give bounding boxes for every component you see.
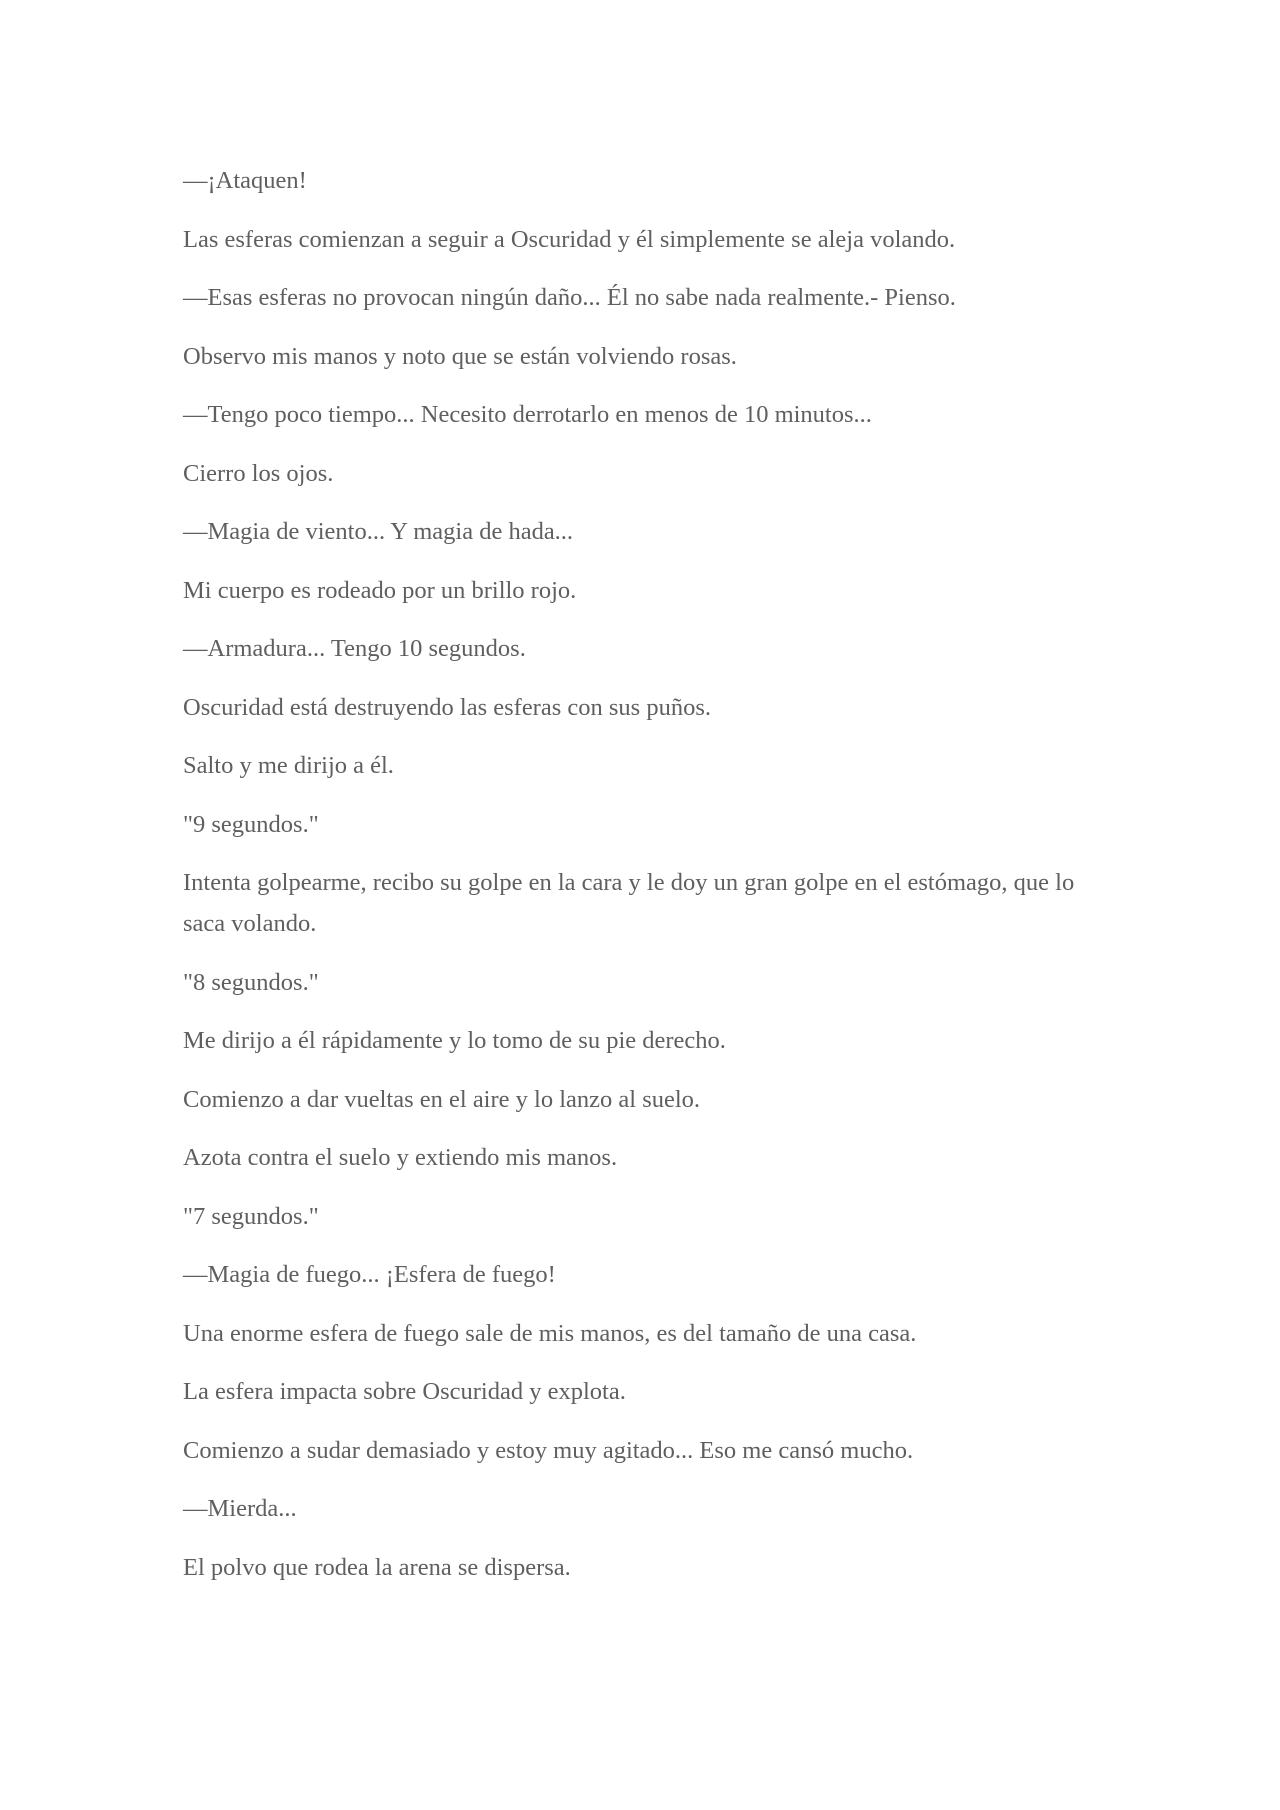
- paragraph: —Esas esferas no provocan ningún daño... Él no sabe nada realmente.- Pienso.: [183, 284, 956, 311]
- paragraph: Oscuridad está destruyendo las esferas con sus puños.: [183, 693, 711, 721]
- paragraph: Una enorme esfera de fuego sale de mis manos, es del tamaño de una casa.: [183, 1319, 917, 1347]
- paragraph: —Magia de viento... Y magia de hada...: [183, 518, 574, 545]
- paragraph: Intenta golpearme, recibo su golpe en la cara y le doy un gran golpe en el estómago, que lo saca volando.: [183, 869, 1075, 937]
- paragraph: —Tengo poco tiempo... Necesito derrotarlo en menos de 10 minutos...: [183, 401, 872, 428]
- paragraph: —¡Ataquen!: [183, 167, 307, 194]
- paragraph: "9 segundos.": [183, 810, 319, 838]
- paragraph: Azota contra el suelo y extiendo mis manos.: [183, 1144, 618, 1171]
- paragraph: Me dirijo a él rápidamente y lo tomo de su pie derecho.: [183, 1027, 726, 1054]
- paragraph: Las esferas comienzan a seguir a Oscuridad y él simplemente se aleja volando.: [183, 225, 956, 253]
- paragraph: "8 segundos.": [183, 968, 319, 996]
- document-body: [183, 160, 1103, 1605]
- paragraph: Cierro los ojos.: [183, 459, 334, 487]
- paragraph: La esfera impacta sobre Oscuridad y explota.: [183, 1378, 626, 1405]
- paragraph: —Mierda...: [183, 1495, 297, 1522]
- paragraph: Mi cuerpo es rodeado por un brillo rojo.: [183, 576, 577, 604]
- paragraph: Observo mis manos y noto que se están volviendo rosas.: [183, 342, 737, 370]
- paragraph: Salto y me dirijo a él.: [183, 752, 394, 779]
- paragraph: "7 segundos.": [183, 1202, 319, 1230]
- paragraph: —Magia de fuego... ¡Esfera de fuego!: [183, 1261, 556, 1288]
- paragraph: —Armadura... Tengo 10 segundos.: [183, 635, 526, 662]
- paragraph: Comienzo a dar vueltas en el aire y lo lanzo al suelo.: [183, 1085, 701, 1113]
- paragraph: Comienzo a sudar demasiado y estoy muy agitado... Eso me cansó mucho.: [183, 1436, 914, 1464]
- paragraph: El polvo que rodea la arena se dispersa.: [183, 1553, 571, 1581]
